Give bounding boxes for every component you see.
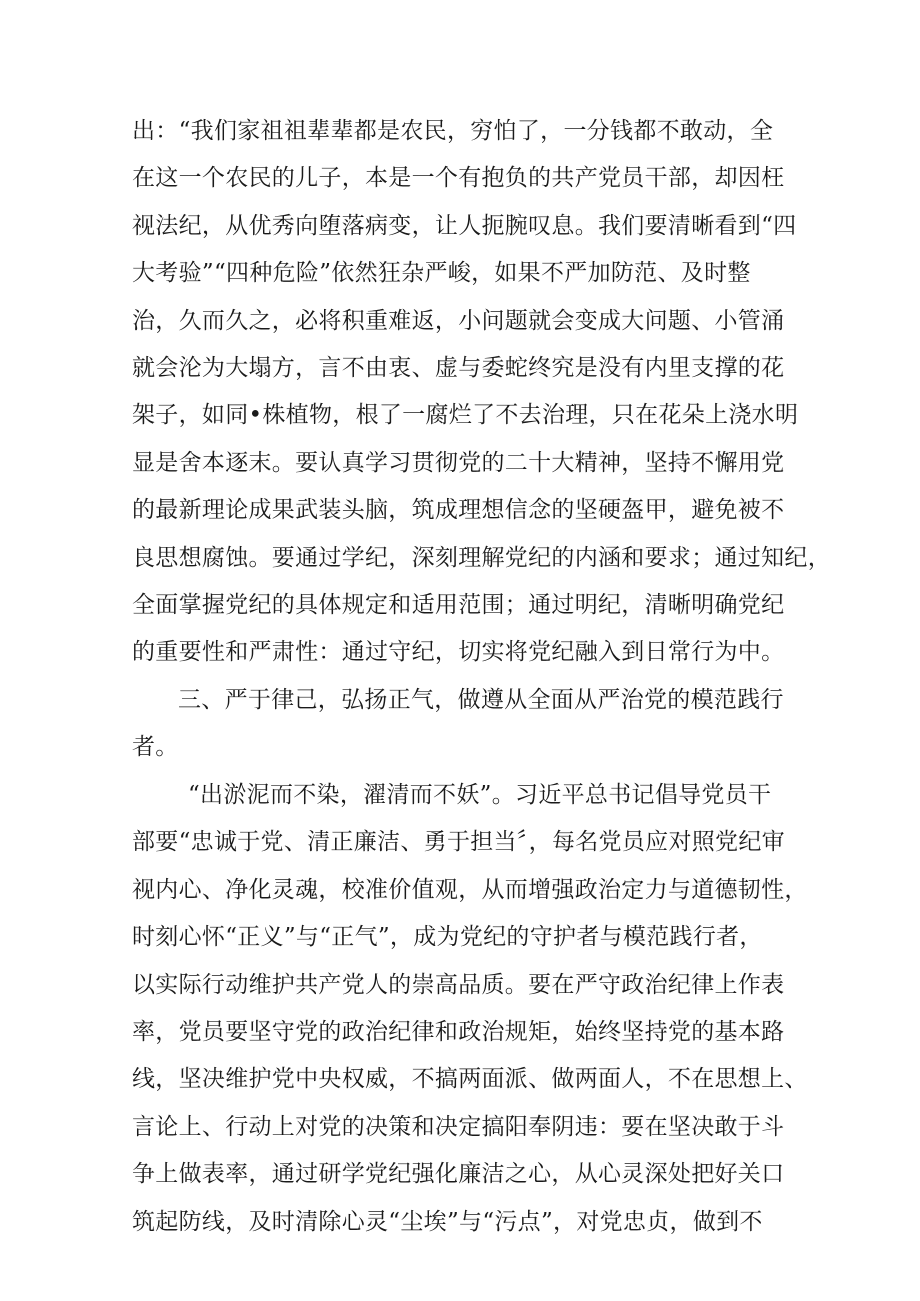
text-line: 部要“忠诚于党、清正廉洁、勇于担当〞，每名党员应对照党纪审 [132, 829, 785, 856]
paragraph-self-discipline [132, 772, 808, 1246]
text-line: 时刻心怀“正义”与“正气”，成为党纪的守护者与模范践行者， [132, 924, 763, 951]
text-line: 显是舍本逐末。要认真学习贯彻党的二十大精神，坚持不懈用党 [132, 449, 785, 476]
text-line: 率，党员要坚守党的政治纪律和政治规矩，始终坚持党的基本路 [132, 1018, 785, 1045]
text-line: 争上做表率，通过研学党纪强化廉洁之心，从心灵深处把好关口 [132, 1161, 785, 1188]
text-line: 言论上、行动上对党的决策和决定搞阳奉阴违：要在坚决敢于斗 [132, 1113, 785, 1140]
heading-line: 者。 [132, 734, 179, 761]
text-line: 治，久而久之，必将积重难返，小问题就会变成大问题、小管涌 [132, 307, 785, 334]
text-line: 以实际行动维护共产党人的崇高品质。要在严守政治纪律上作表 [132, 971, 785, 998]
text-line: 筑起防线，及时清除心灵“尘埃”与“污点”，对党忠贞，做到不 [132, 1208, 763, 1235]
paragraph-discipline-study [132, 108, 831, 677]
text-line: 大考验”“四种危险”依然狂杂严峻，如果不严加防范、及时整 [132, 260, 751, 287]
heading-line: 三、严于律己，弘扬正气，做遵从全面从严治党的模范践行 [178, 687, 784, 713]
text-line: 在这一个农民的儿子，本是一个有抱负的共产党员干部，却因枉 [132, 165, 785, 192]
text-line: 良思想腐蚀。要通过学纪，深刻理解党纪的内涵和要求；通过知纪， [132, 544, 831, 571]
text-line: 视内心、净化灵魂，校准价值观，从而增强政治定力与道德韧性， [132, 876, 808, 903]
text-line: 的重要性和严肃性：通过守纪，切实将党纪融入到日常行为中。 [132, 639, 785, 666]
text-line: 就会沦为大塌方，言不由衷、虚与委蛇终究是没有内里支撑的花 [132, 354, 785, 381]
text-line: 全面掌握党纪的具体规定和适用范围；通过明纪，清晰明确党纪 [132, 591, 785, 618]
text-line: “出淤泥而不染，濯清而不妖”。习近平总书记倡导党员干 [188, 782, 772, 808]
text-line: 架子，如同•株植物，根了一腐烂了不去治理，只在花朵上浇水明 [132, 402, 799, 429]
text-line: 线，坚决维护党中央权威，不搞两面派、做两面人，不在思想上、 [132, 1066, 808, 1093]
text-line: 出：“我们家祖祖辈辈都是农民，穷怕了，一分钱都不敢动，全 [132, 118, 774, 144]
section-heading-3 [132, 677, 792, 772]
text-line: 视法纪，从优秀向堕落病变，让人扼腕叹息。我们要清晰看到“四 [132, 212, 797, 239]
text-line: 的最新理论成果武装头脑，筑成理想信念的坚硬盔甲，避免被不 [132, 497, 785, 524]
